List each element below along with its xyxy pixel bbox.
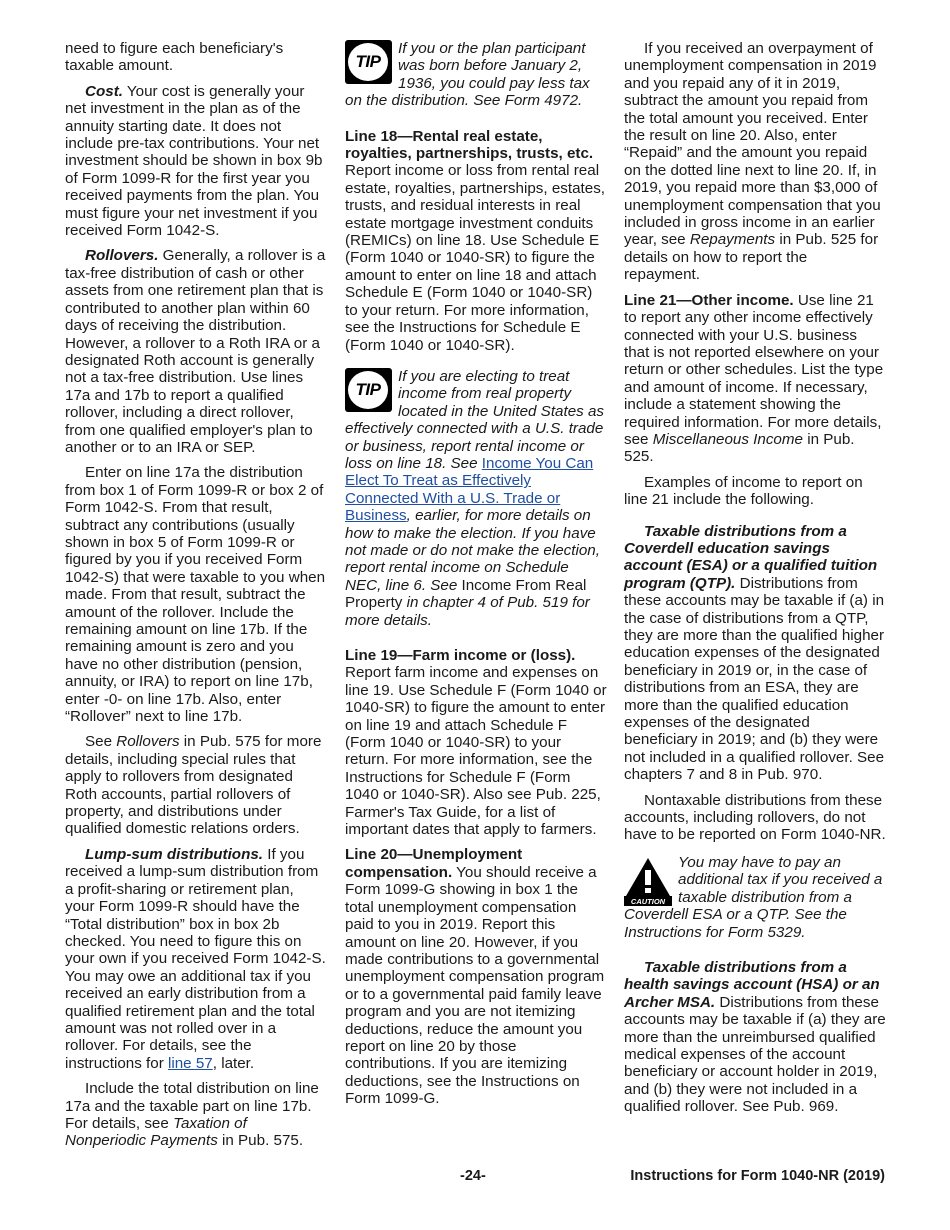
lump-sum-paragraph: Lump-sum distributions. If you received a lump-sum distribution from a profit-sharing or retirement plan, your Form 1099-R should have the “Total distribution” box in box 2b checked. You need to figure this on your own if you received Form 1042-S. You may owe an additional tax if you received an early distribution from a qualified retirement plan and the total amount was not rolled over in a rollover. For details, see the instructions for line 57, later.	[65, 845, 326, 1072]
coverdell-paragraph: Taxable distributions from a Coverdell education savings account (ESA) or a qualified tuition program (QTP). Distributions from these accounts may be taxable if (a) in the case of distributions from a QTP, they are more than the qualified higher education expenses of the designated beneficiary in 2019 or, in the case of distributions from an ESA, they are more than the qualified education expenses of the designated beneficiary in 2019; and (b) they were not included in a qualified rollover. See chapters 7 and 8 in Pub. 970.	[624, 522, 885, 784]
line-19-text: Report farm income and expenses on line 19. Use Schedule F (Form 1040 or 1040-SR) to figure the amount to enter on line 19 and attach Schedule F (Form 1040 or 1040-SR) to your return. For more information, see the Instructions for Schedule F (Form 1040 or 1040-SR). Also see Pub. 225, Farmer's Tax Guide, for a list of important dates that apply to farmers.	[345, 664, 607, 839]
rollovers-heading: Rollovers.	[85, 247, 159, 265]
line-20-paragraph: Line 20—Unemployment compensation. You should receive a Form 1099-G showing in box 1 the total unemployment compensation paid to you in 2019. Report this amount on line 20. However, if you made contributions to a governmental unemployment compensation program or to a governmental paid family leave program and you are not itemizing deductions, reduce the amount you report on line 20 by those contributions. If you are itemizing deductions, see the Instructions on Form 1099-G.	[345, 846, 605, 1108]
tip-note-real-property: TIP If you are electing to treat income from real property located in the United States as effectively connected with a U.S. trade or business, report rental income or loss on line 18. See Income You Can Elect To Treat as Effectively Connected With a U.S. Trade or Business, earlier, for more details on how to make the election. If you have not made or do not make the election, report rental income on Schedule NEC, line 6. See Income From Real Property in chapter 4 of Pub. 519 for more details.	[345, 367, 605, 629]
line-20-heading: Line 20—Unemployment compensation.	[345, 846, 523, 881]
effectively-connected-link[interactable]: Income You Can Elect To Treat as Effectively Connected With a U.S. Trade or Business	[345, 454, 594, 525]
line-19-heading: Line 19—Farm income or (loss).	[345, 647, 576, 664]
caution-note: CAUTION You may have to pay an additional tax if you received a taxable distribution from a Coverdell ESA or a QTP. See the Instructions for Form 5329.	[624, 853, 883, 941]
enter-line-17a-paragraph: Enter on line 17a the distribution from box 1 of Form 1099-R or box 2 of Form 1042-S. From that result, subtract any contributions (usually shown in box 5 of Form 1099-R or figured by you if you received Form 1042-S) that were taxable to you when made. From that result, subtract the amount of the rollover. Include the remaining amount on line 17b. If the remaining amount is zero and you have no other distribution (pension, annuity, or IRA) to report on line 17b, enter -0- on line 17b. Also, enter “Rollover” next to line 17b.	[65, 464, 326, 726]
overpayment-paragraph: If you received an overpayment of unemployment compensation in 2019 and you repaid any of it in 2019, subtract the amount you repaid from the total amount you received. Enter the result on line 20. Also, enter “Repaid” and the amount you repaid on the dotted line next to line 20. If, in 2019, you repaid more than $3,000 of unemployment compensation that you included in gross income in an earlier year, see Repayments in Pub. 525 for details on how to report the repayment.	[624, 40, 881, 284]
tip-icon: TIP	[345, 368, 392, 412]
tip-note-4972: TIP If you or the plan participant was born before January 2, 1936, you could pay less tax on the distribution. See Form 4972.	[345, 40, 590, 110]
paragraph-continued: need to figure each beneficiary's taxable amount.	[65, 40, 284, 75]
tip-icon: TIP	[345, 40, 392, 84]
column-2	[345, 40, 607, 1116]
line-21-paragraph: Line 21—Other income. Use line 21 to report any other income effectively connected with your U.S. business that is not reported elsewhere on your return or other schedules. List the type and amount of income. If necessary, include a statement showing the required information. For more details, see Miscellaneous Income in Pub. 525.	[624, 291, 884, 466]
coverdell-heading: Taxable distributions from a Coverdell education savings account (ESA) or a qualified tuition program (QTP).	[624, 522, 878, 592]
document-title: Instructions for Form 1040-NR (2019)	[630, 1168, 885, 1184]
lump-sum-heading: Lump-sum distributions.	[85, 845, 264, 863]
svg-text:CAUTION: CAUTION	[630, 896, 666, 906]
hsa-heading: Taxable distributions from a health savings account (HSA) or an Archer MSA.	[624, 958, 880, 1011]
line-57-link[interactable]: line 57	[167, 1054, 213, 1072]
include-total-paragraph: Include the total distribution on line 17a and the taxable part on line 17b. For details, see Taxation of Nonperiodic Payments in Pub. 575.	[65, 1080, 319, 1150]
examples-paragraph: Examples of income to report on line 21 include the following.	[624, 473, 863, 509]
hsa-paragraph: Taxable distributions from a health savings account (HSA) or an Archer MSA. Distributions from these accounts may be taxable if (a) they are more than the unreimbursed qualified medical expenses of the account beneficiary or account holder in 2019, and (b) they were not included in a qualified rollover. See Pub. 969.	[624, 958, 886, 1116]
see-rollovers-paragraph: See Rollovers in Pub. 575 for more details, including special rules that apply to rollovers from designated Roth accounts, partial rollovers of property, and distributions under qualified domestic relations orders.	[65, 733, 322, 838]
nontaxable-paragraph: Nontaxable distributions from these accounts, including rollovers, do not have to be reported on Form 1040-NR.	[624, 791, 886, 844]
column-1	[65, 40, 327, 1158]
line-18-text: Report income or loss from rental real estate, royalties, partnerships, estates, trusts, and residual interests in real estate mortgage investment conduits (REMICs) on line 18. Use Schedule E (Form 1040 or 1040-SR) to figure the amount to enter on line 18 and attach Schedule E (Form 1040 or 1040-SR) to your return. For more information, see the Instructions for Schedule E (Form 1040 or 1040-SR).	[345, 162, 606, 354]
line-21-heading: Line 21—Other income.	[624, 291, 794, 309]
line-18-heading: Line 18—Rental real estate, royalties, partnerships, trusts, etc.	[345, 127, 594, 163]
caution-icon	[624, 856, 672, 906]
column-3	[624, 40, 886, 1124]
cost-paragraph: Cost. Your cost is generally your net investment in the plan as of the annuity starting date. It does not include pre-tax contributions. Your net investment should be shown in box 9b of Form 1099-R for the first year you received payments from the plan. You must figure your net investment if you received Form 1042-S.	[65, 82, 323, 240]
rollovers-paragraph: Rollovers. Generally, a rollover is a tax-free distribution of cash or other assets from one retirement plan that is contributed to another plan within 60 days of receiving the distribution. However, a rollover to a Roth IRA or a designated Roth account is generally not a tax-free distribution. Use lines 17a and 17b to report a qualified rollover, including a direct rollover, from one qualified employer's plan to another or to an IRA or SEP.	[65, 247, 326, 456]
page-number: -24-	[460, 1168, 486, 1184]
cost-heading: Cost.	[85, 82, 123, 100]
